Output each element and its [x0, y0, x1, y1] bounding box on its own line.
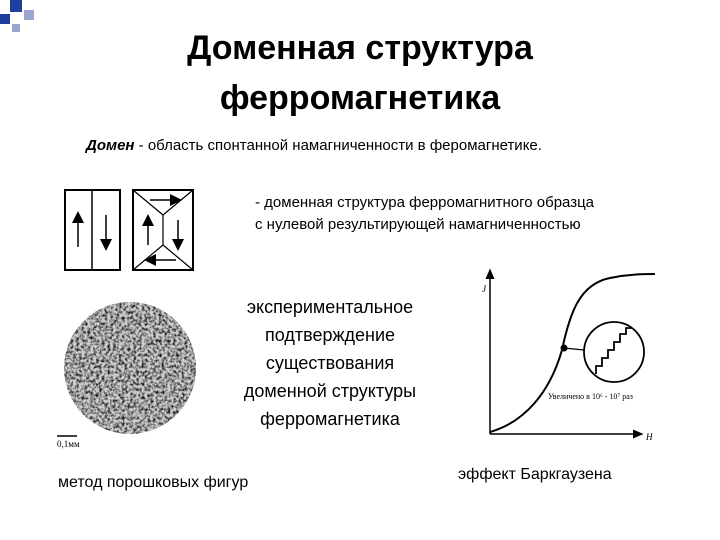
scale-label: 0,1мм: [57, 439, 80, 449]
domain-caption-line2: с нулевой результирующей намагниченностью: [255, 216, 581, 233]
experiment-line-4: доменной структуры: [243, 381, 417, 401]
domain-structure-caption: [255, 192, 594, 236]
powder-figure-image: [45, 300, 215, 450]
powder-method-caption: метод порошковых фигур: [58, 474, 249, 491]
zoom-label: Увеличено в 10⁶ - 10⁷ раз: [548, 392, 633, 401]
definition: [86, 137, 542, 154]
definition-text: - область спонтанной намагниченности в феромагнетике.: [134, 137, 542, 154]
two-domain-sample: [65, 190, 120, 270]
experiment-line-5: ферромагнетика: [260, 409, 400, 429]
experiment-line-2: подтверждение: [264, 325, 396, 345]
slide-title-line2: ферромагнетика: [219, 79, 501, 117]
deco-square-dark: [10, 0, 22, 12]
domain-caption-line1: - доменная структура ферромагнитного образца: [255, 194, 595, 211]
domain-diagram: [60, 185, 200, 275]
zoom-circle: [584, 322, 644, 382]
experiment-line-3: существования: [265, 353, 395, 373]
experiment-line-1: экспериментальное: [246, 297, 414, 317]
barkhausen-graph: [470, 262, 670, 447]
experiment-text: [215, 293, 445, 433]
closure-domain-sample: [133, 190, 193, 270]
definition-term: Домен: [86, 137, 135, 154]
deco-square-dark-2: [0, 14, 10, 24]
x-axis-label: H: [646, 432, 653, 442]
barkhausen-caption: эффект Баркгаузена: [458, 466, 612, 483]
slide-title-line1: Доменная структура: [187, 29, 533, 67]
deco-square-light: [24, 10, 34, 20]
y-axis-label: J: [482, 284, 486, 294]
